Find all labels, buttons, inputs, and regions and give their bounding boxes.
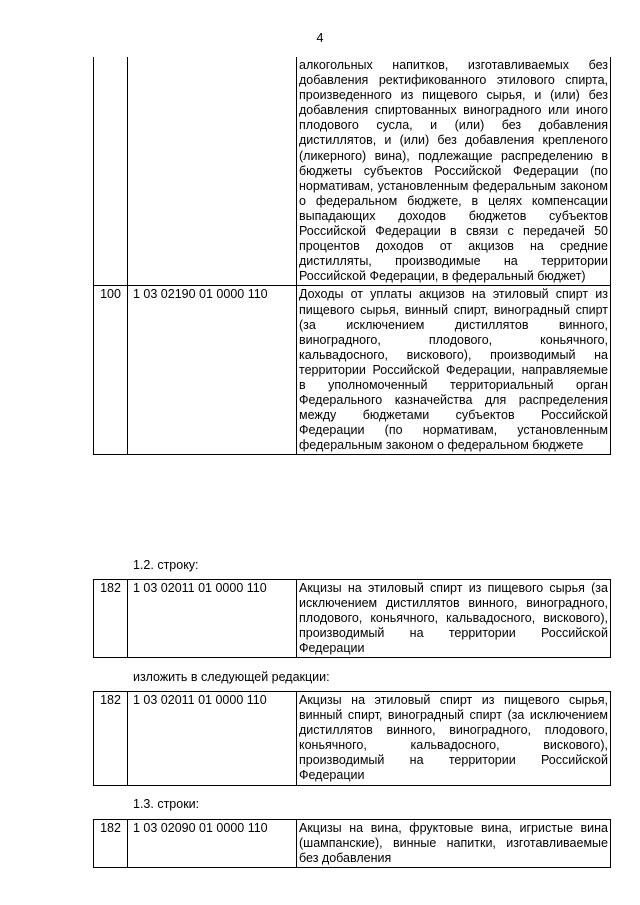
codes-table-old-row: [93, 579, 611, 658]
table-row: [94, 580, 611, 658]
table-row: [94, 286, 611, 455]
page-number: 4: [316, 31, 324, 45]
budget-code-cell: 1 03 02011 01 0000 110: [128, 580, 297, 658]
table-row: [94, 692, 611, 786]
admin-code-cell: 182: [94, 692, 128, 786]
replace-instruction: изложить в следующей редакции:: [133, 670, 330, 684]
table-row: [94, 57, 611, 286]
section-label-1-2: 1.2. строку:: [133, 558, 199, 572]
admin-code-cell: 100: [94, 286, 128, 455]
table-row: [94, 820, 611, 868]
budget-code-cell: 1 03 02090 01 0000 110: [128, 820, 297, 868]
codes-table-continuation: [93, 57, 611, 455]
section-label-1-3: 1.3. строки:: [133, 797, 200, 811]
codes-table-section-1-3: [93, 819, 611, 868]
codes-table-new-row: [93, 691, 611, 786]
admin-code-cell: 182: [94, 820, 128, 868]
admin-code-cell: [94, 57, 128, 286]
budget-code-cell: [128, 57, 297, 286]
income-name-cell: алкогольных напитков, изготавливаемых без добавления ректификованного этилового спирта, произведенного из пищевого сырья, и (или) без добавления спиртованных виноградного или иного плодового сусла, и (или) без добавления дистиллятов, и (или) без добавления крепленого (ликерного) вина), подлежащие распределению в бюджеты субъектов Российской Федерации (по нормативам, установленным федеральным законом о федеральном бюджете, в целях компенсации выпадающих доходов бюджетов субъектов Российской Федерации в связи с передачей 50 процентов доходов от акцизов на средние дистилляты, производимые на территории Российской Федерации, в федеральный бюджет): [297, 57, 611, 286]
income-name-cell: Акцизы на этиловый спирт из пищевого сырья, винный спирт, виноградный спирт (за исключением дистиллятов винного, виноградного, плодового, коньячного, кальвадосного, вискового), производимый на территории Российской Федерации: [297, 692, 611, 786]
budget-code-cell: 1 03 02011 01 0000 110: [128, 692, 297, 786]
income-name-cell: Акцизы на вина, фруктовые вина, игристые вина (шампанские), винные напитки, изготавливаемые без добавления: [297, 820, 611, 868]
income-name-cell: Акцизы на этиловый спирт из пищевого сырья (за исключением дистиллятов винного, виноградного, плодового, коньячного, кальвадосного, вискового), производимый на территории Российской Федерации: [297, 580, 611, 658]
income-name-cell: Доходы от уплаты акцизов на этиловый спирт из пищевого сырья, винный спирт, виноградный спирт (за исключением дистиллятов винного, виноградного, плодового, коньячного, кальвадосного, вискового), производимый на территории Российской Федерации, направляемые в уполномоченный территориальный орган Федерального казначейства для распределения между бюджетами субъектов Российской Федерации (по нормативам, установленным федеральным законом о федеральном бюджете: [297, 286, 611, 455]
admin-code-cell: 182: [94, 580, 128, 658]
budget-code-cell: 1 03 02190 01 0000 110: [128, 286, 297, 455]
